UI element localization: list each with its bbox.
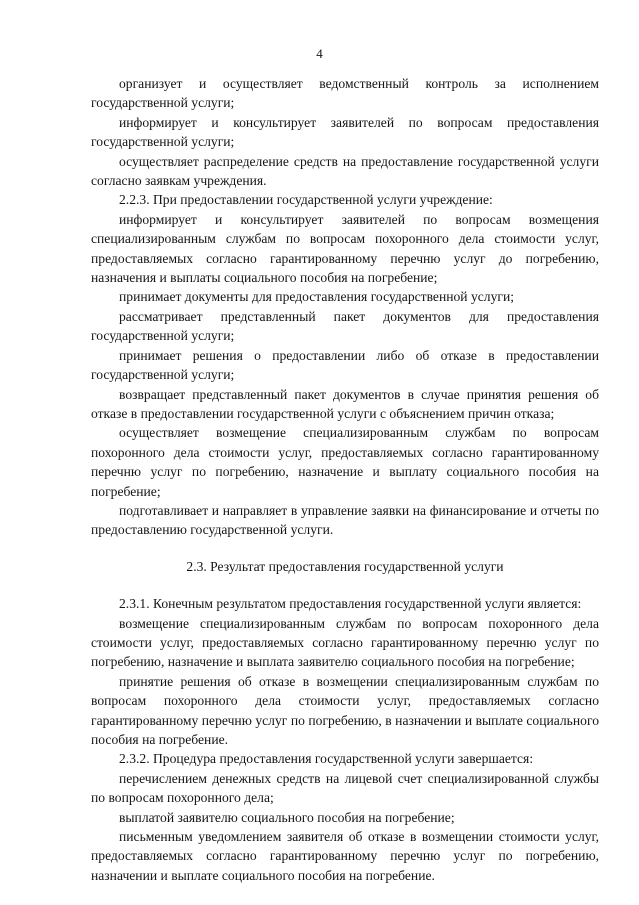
paragraph: подготавливает и направляет в управление заявки на финансирование и отчеты по предоставлению государственной услуги. <box>91 502 599 538</box>
paragraph: осуществляет возмещение специализированным службам по вопросам похоронного дела стоимости услуг, предоставляемых согласно гарантированному перечню услуг по погребению, назначение и выплату социального пособия на погребение; <box>91 425 599 499</box>
paragraph: письменным уведомлением заявителя об отказе в возмещении стоимости услуг, предоставляемых согласно гарантированному перечню услуг по погребению, назначении и выплате социального пособия на погребение. <box>91 829 599 883</box>
document-body <box>91 74 599 885</box>
paragraph: организует и осуществляет ведомственный контроль за исполнением государственной услуги; <box>91 76 599 111</box>
paragraph: принимает документы для предоставления государственной услуги; <box>119 289 515 305</box>
paragraph: информирует и консультирует заявителей по вопросам возмещения специализированным службам по вопросам похоронного дела стоимости услуг, предоставляемых согласно гарантированному перечню услуг до погребению, назначения и выплаты социального пособия на погребение; <box>91 211 599 286</box>
paragraph: возвращает представленный пакет документов в случае принятия решения об отказе в предоставлении государственной услуги с объяснением причин отказа; <box>91 386 599 421</box>
section-heading: 2.3. Результат предоставления государственной услуги <box>186 558 504 574</box>
paragraph: перечислением денежных средств на лицевой счет специализированной службы по вопросам похоронного дела; <box>91 770 599 806</box>
page-number: 4 <box>316 46 323 61</box>
paragraph: рассматривает представленный пакет документов для предоставления государственной услуги; <box>91 308 599 344</box>
paragraph: принятие решения об отказе в возмещении специализированным службам по вопросам похоронного дела стоимости услуг, предоставляемых согласно гарантированному перечню услуг по погребению, в назначении и выплате социального пособия на погребение. <box>91 673 599 747</box>
paragraph: возмещение специализированным службам по вопросам похоронного дела стоимости услуг, предоставляемых согласно гарантированному перечню услуг по погребению, назначение и выплата заявителю социального пособия на погребение; <box>91 615 599 670</box>
paragraph: 2.2.3. При предоставлении государственной услуги учреждение: <box>119 192 493 208</box>
paragraph: 2.3.1. Конечным результатом предоставления государственной услуги является: <box>119 596 582 612</box>
paragraph: 2.3.2. Процедура предоставления государственной услуги завершается: <box>119 751 534 767</box>
paragraph: информирует и консультирует заявителей по вопросам предоставления государственной услуги; <box>91 114 599 150</box>
paragraph: осуществляет распределение средств на предоставление государственной услуги согласно заявкам учреждения. <box>91 153 599 189</box>
paragraph: принимает решения о предоставлении либо об отказе в предоставлении государственной услуги; <box>91 347 599 383</box>
paragraph: выплатой заявителю социального пособия на погребение; <box>119 809 455 825</box>
